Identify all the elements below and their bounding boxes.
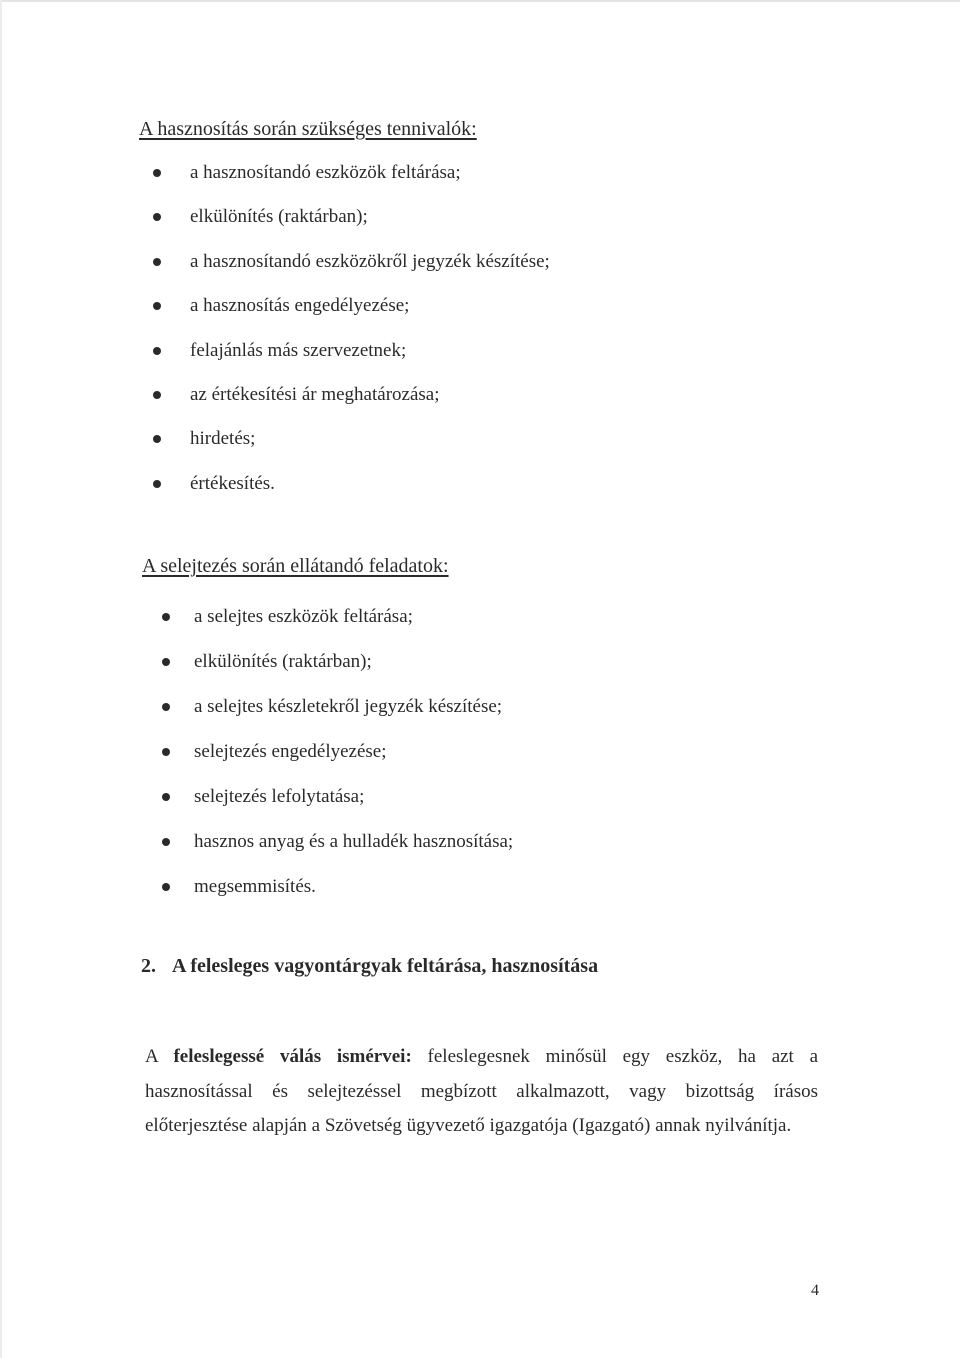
list-item-text: a hasznosítandó eszközök feltárása; [190,162,461,183]
hasznositas-heading: A hasznosítás során szükséges tennivalók: [139,118,477,140]
bullet-icon [162,748,170,756]
scan-edge-left [0,0,2,1358]
list-item-text: a hasznosítandó eszközökről jegyzék készítése; [190,250,550,272]
paragraph-bold-term: feleslegessé válás ismérvei: [173,1046,412,1067]
bullet-icon [153,213,161,221]
bullet-icon [153,435,161,443]
list-item-text: elkülönítés (raktárban); [194,651,372,672]
bullet-icon [162,793,170,801]
bullet-icon [153,391,161,399]
paragraph-text: feleslegesnek minősül egy eszköz, ha azt a hasznosítással és selejtezéssel megbízott alkalmazott, vagy bizottság írásos előterjesztése alapján a Szövetség ügyvezető igazgatója (Igazgató) annak nyilvánítja. [145,1046,819,1136]
list-item-text: hasznos anyag és a hulladék hasznosítása; [194,831,514,852]
list-item [162,694,513,739]
bullet-icon [153,169,161,177]
feleslegesse-valas-paragraph [145,1040,818,1144]
list-item-text: megsemmisítés. [194,876,316,897]
list-item [162,604,513,649]
bullet-icon [162,658,170,666]
list-item [153,338,550,382]
selejtezes-list [162,604,513,919]
list-item-text: a selejtes készletekről jegyzék készítése; [194,696,503,717]
section-2-title [141,955,598,978]
list-item [153,160,550,204]
list-item-text: selejtezés lefolytatása; [194,786,365,807]
bullet-icon [162,703,170,711]
list-item-text: elkülönítés (raktárban); [190,206,368,228]
list-item [162,784,513,829]
list-item-text: értékesítés. [190,472,275,494]
bullet-icon [153,302,161,310]
list-item [162,874,513,919]
paragraph-prefix: A [145,1046,158,1067]
list-item-text: hirdetés; [190,428,256,450]
list-item-text: a selejtes eszközök feltárása; [194,606,413,627]
list-item-text: selejtezés engedélyezése; [194,741,387,762]
section-title-text: A felesleges vagyontárgyak feltárása, hasznosítása [172,955,599,977]
bullet-icon [153,258,161,266]
selejtezes-heading: A selejtezés során ellátandó feladatok: [142,555,449,577]
list-item [153,204,550,248]
hasznositas-list [153,160,550,515]
list-item [153,293,550,337]
scan-edge-top [0,0,960,2]
list-item [162,739,513,784]
bullet-icon [153,347,161,355]
list-item [162,829,513,874]
list-item [153,471,550,515]
bullet-icon [162,613,170,621]
list-item [153,382,550,426]
bullet-icon [162,838,170,846]
page-number: 4 [811,1282,819,1299]
list-item [162,649,513,694]
bullet-icon [153,480,161,488]
bullet-icon [162,883,170,891]
list-item-text: az értékesítési ár meghatározása; [190,383,440,405]
list-item-text: felajánlás más szervezetnek; [190,339,407,361]
section-number: 2. [141,955,156,977]
list-item [153,249,550,293]
list-item [153,426,550,470]
list-item-text: a hasznosítás engedélyezése; [190,295,410,317]
